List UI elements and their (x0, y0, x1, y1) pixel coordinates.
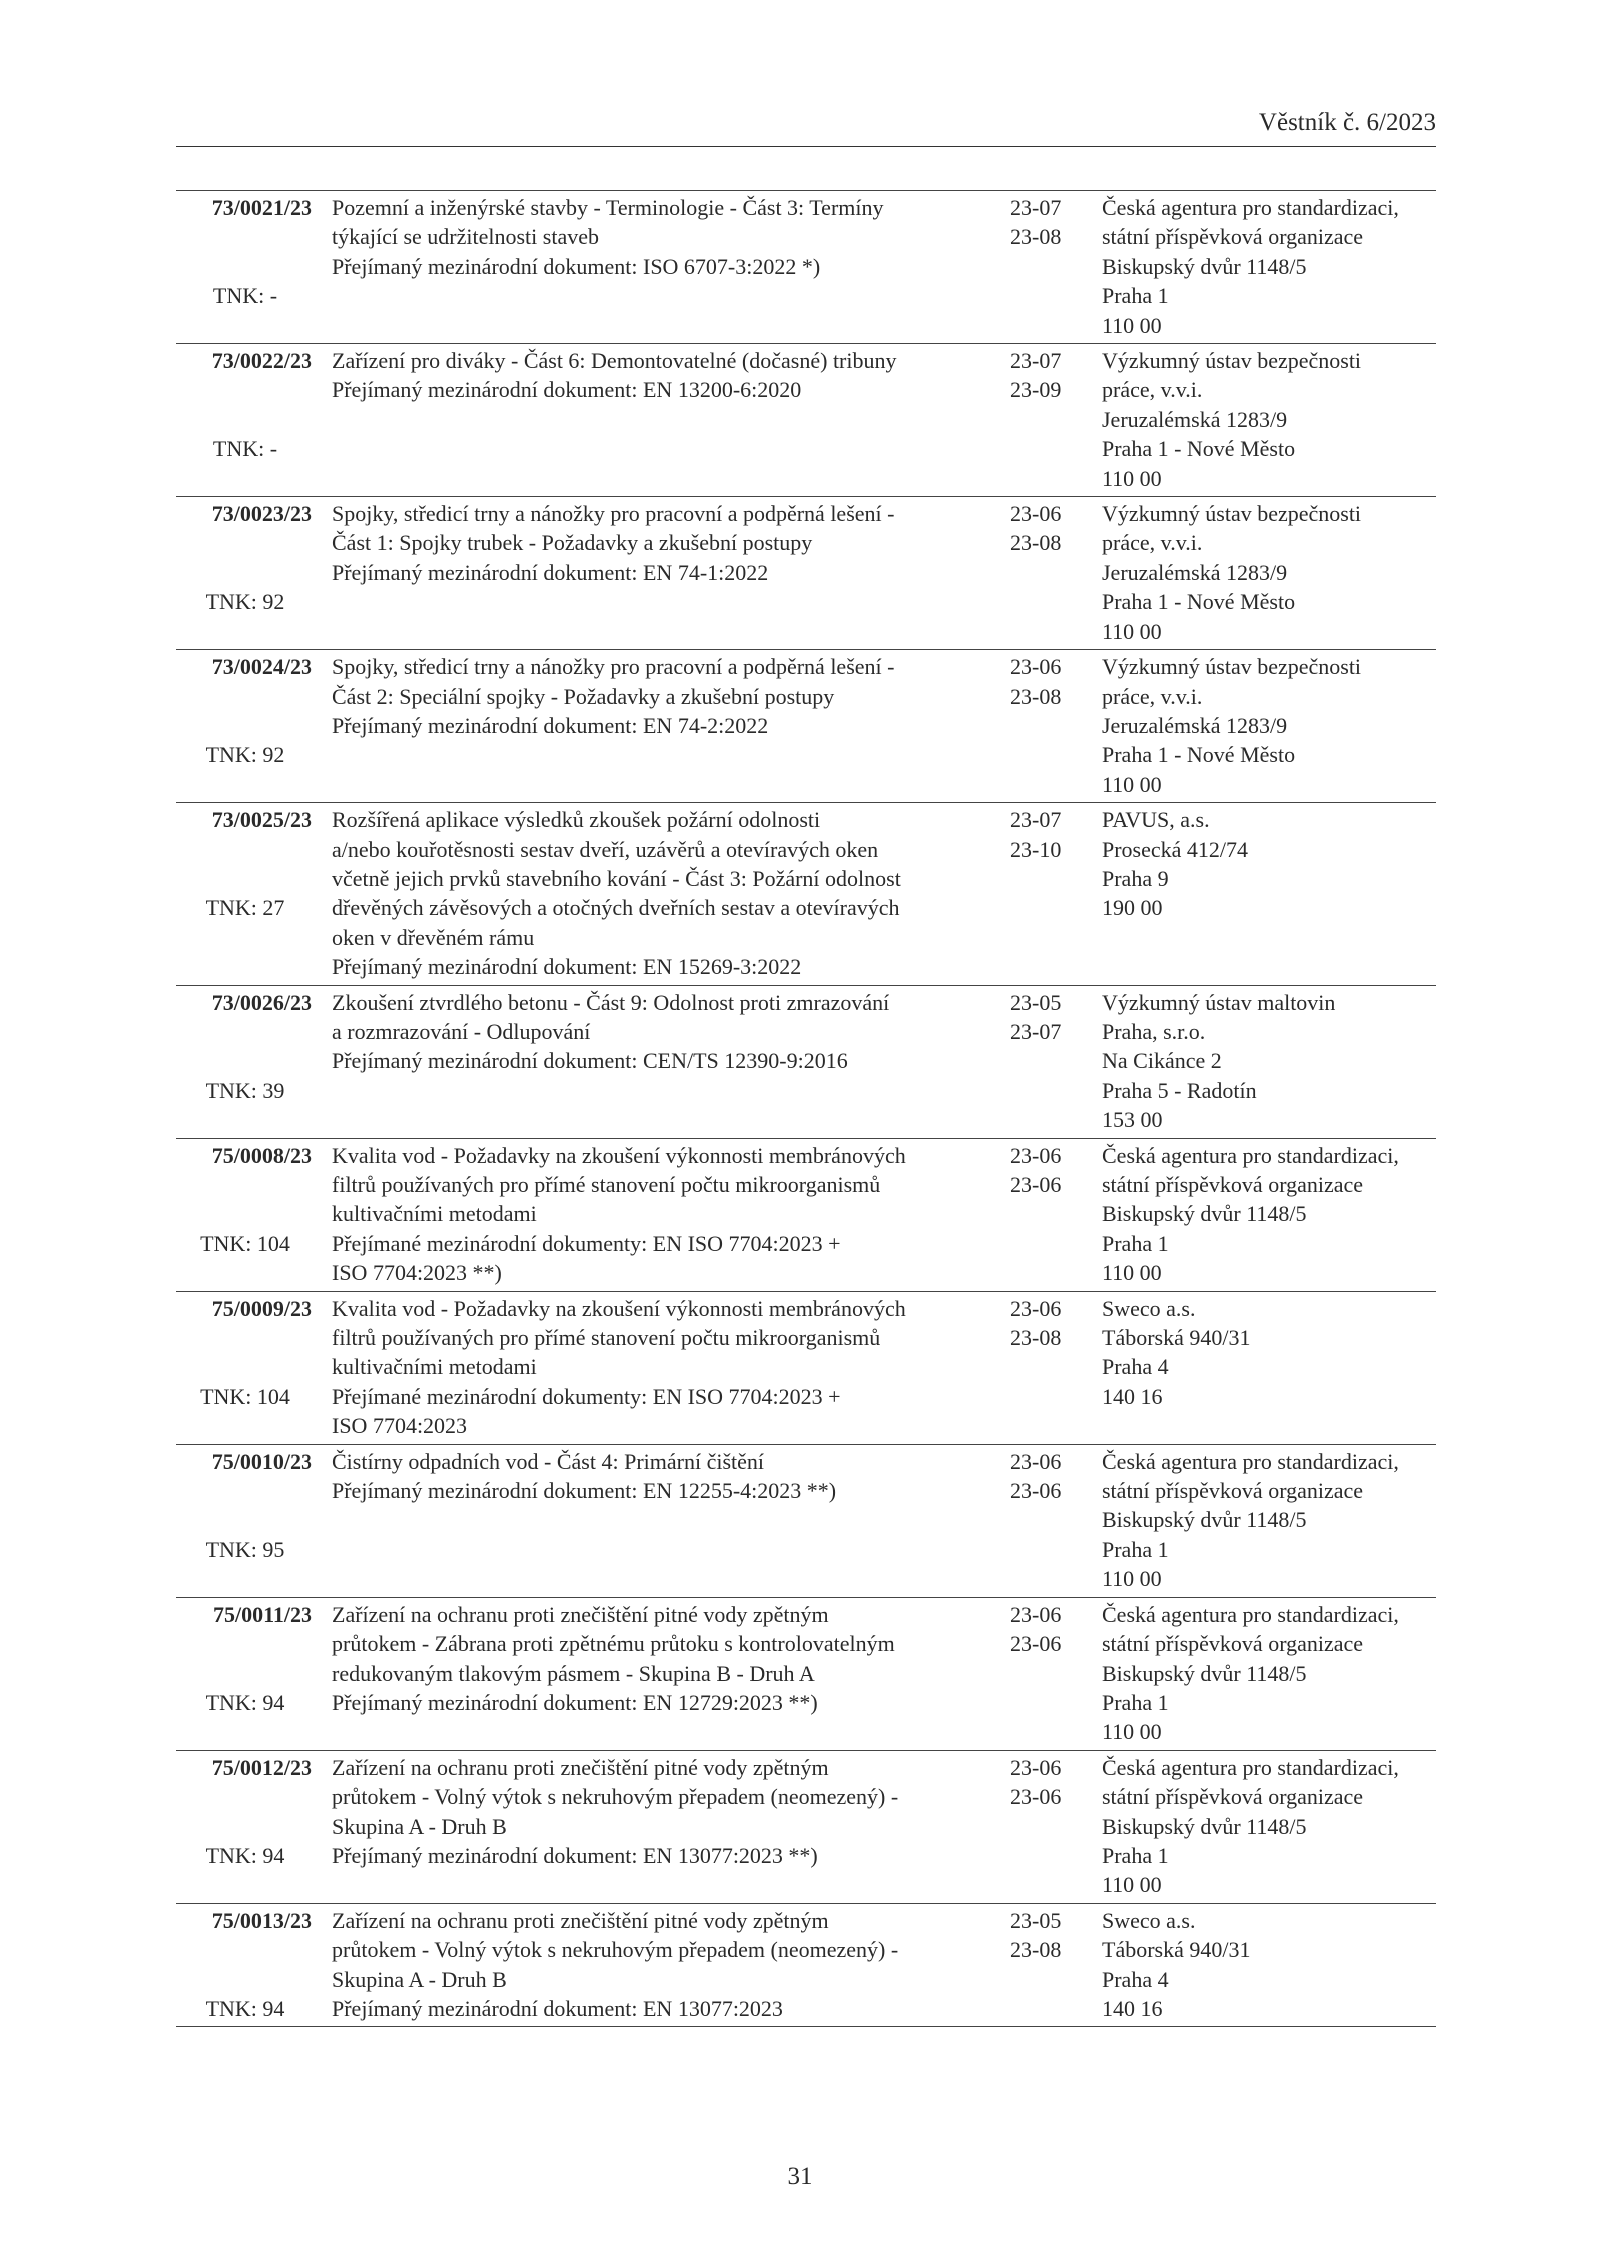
organization-line: Sweco a.s. (1102, 1907, 1196, 1933)
organization-line: Česká agentura pro standardizaci, (1102, 1142, 1399, 1168)
description-line: Čistírny odpadních vod - Část 4: Primární čištění (332, 1448, 765, 1474)
standard-record-row (176, 344, 1436, 497)
organization-line: Praha 5 - Radotín (1102, 1077, 1257, 1103)
description-line: Kvalita vod - Požadavky na zkoušení výkonnosti membránových (332, 1142, 906, 1168)
record-description (332, 1750, 1010, 1903)
organization-line: 110 00 (1102, 1260, 1162, 1286)
organization-line: PAVUS, a.s. (1102, 807, 1210, 833)
record-dates (1010, 1291, 1102, 1444)
description-line: a rozmrazování - Odlupování (332, 1018, 591, 1044)
description-line: Část 2: Speciální spojky - Požadavky a zkušební postupy (332, 683, 835, 709)
standard-record-row (176, 191, 1436, 344)
organization-line: 110 00 (1102, 1872, 1162, 1898)
organization-line: 153 00 (1102, 1107, 1163, 1133)
record-date: 23-08 (1010, 683, 1062, 709)
record-date: 23-08 (1010, 1937, 1062, 1963)
organization-line: Biskupský dvůr 1148/5 (1102, 1813, 1307, 1839)
column-spacer (314, 1138, 332, 1291)
organization-line: státní příspěvková organizace (1102, 1172, 1364, 1197)
organization-line: 110 00 (1102, 1566, 1162, 1592)
record-id-cell (176, 344, 314, 497)
organization-line: 110 00 (1102, 618, 1162, 644)
organization-line: 110 00 (1102, 465, 1162, 491)
description-line: Přejímaný mezinárodní dokument: EN 13077:2023 (332, 1995, 783, 2021)
organization-line: Výzkumný ústav bezpečnosti (1102, 501, 1362, 527)
standard-record-row (176, 1597, 1436, 1750)
record-date: 23-06 (1010, 1448, 1062, 1474)
description-line: dřevěných závěsových a otočných dveřních sestav a otevíravých (332, 895, 900, 921)
record-description (332, 650, 1010, 803)
description-line: včetně jejich prvků stavebního kování - Část 3: Požární odolnost (332, 865, 901, 891)
record-id-cell (176, 497, 314, 650)
bulletin-title: Věstník č. 6/2023 (1258, 109, 1436, 136)
description-line: Rozšířená aplikace výsledků zkoušek požární odolnosti (332, 807, 821, 833)
organization-line: Biskupský dvůr 1148/5 (1102, 1660, 1307, 1686)
record-number: 73/0022/23 (211, 348, 312, 374)
record-tnk: TNK: - (212, 283, 278, 308)
standard-record-row (176, 803, 1436, 985)
column-spacer (314, 1903, 332, 2027)
record-dates (1010, 803, 1102, 985)
description-line: a/nebo kouřotěsnosti sestav dveří, uzávěrů a otevíravých oken (332, 836, 879, 862)
record-description (332, 1444, 1010, 1597)
organization-line: Praha 1 (1102, 1689, 1169, 1715)
standard-record-row (176, 985, 1436, 1138)
standard-record-row (176, 1138, 1436, 1291)
page-number: 31 (787, 2163, 813, 2190)
organization-line: práce, v.v.i. (1102, 530, 1203, 556)
record-date: 23-07 (1010, 348, 1062, 374)
record-id-cell (176, 1750, 314, 1903)
description-line: ISO 7704:2023 (332, 1413, 468, 1439)
record-description (332, 1291, 1010, 1444)
record-number: 73/0023/23 (211, 501, 312, 527)
record-description (332, 497, 1010, 650)
record-organization (1102, 1291, 1436, 1444)
standard-record-row (176, 1291, 1436, 1444)
standards-table (176, 190, 1436, 2027)
record-organization (1102, 650, 1436, 803)
record-tnk: TNK: 92 (205, 742, 285, 768)
description-line: Přejímaný mezinárodní dokument: EN 74-1:2022 (332, 559, 769, 585)
record-organization (1102, 344, 1436, 497)
description-line: Část 1: Spojky trubek - Požadavky a zkušební postupy (332, 530, 813, 556)
organization-line: Sweco a.s. (1102, 1295, 1196, 1321)
record-tnk: TNK: 95 (205, 1536, 285, 1562)
column-spacer (314, 497, 332, 650)
record-description (332, 985, 1010, 1138)
record-description (332, 1903, 1010, 2027)
organization-line: Praha 1 (1102, 283, 1169, 309)
organization-line: Praha 4 (1102, 1354, 1169, 1380)
description-line: ISO 7704:2023 **) (332, 1260, 502, 1286)
column-spacer (314, 191, 332, 344)
organization-line: Česká agentura pro standardizaci, (1102, 1754, 1399, 1780)
column-spacer (314, 650, 332, 803)
record-number: 73/0025/23 (211, 807, 312, 833)
record-id-cell (176, 1444, 314, 1597)
description-line: Kvalita vod - Požadavky na zkoušení výkonnosti membránových (332, 1295, 906, 1321)
standard-record-row (176, 650, 1436, 803)
description-line: Pozemní a inženýrské stavby - Terminologie - Část 3: Termíny (332, 195, 884, 220)
description-line: Skupina A - Druh B (332, 1966, 507, 1992)
record-description (332, 1138, 1010, 1291)
organization-line: Praha 1 (1102, 1230, 1169, 1256)
record-dates (1010, 1903, 1102, 2027)
description-line: Zkoušení ztvrdlého betonu - Část 9: Odolnost proti zmrazování (332, 989, 890, 1015)
record-id-cell (176, 650, 314, 803)
description-line: kultivačními metodami (332, 1201, 537, 1227)
record-dates (1010, 650, 1102, 803)
record-number: 73/0021/23 (211, 195, 312, 220)
standard-record-row (176, 1903, 1436, 2027)
column-spacer (314, 1750, 332, 1903)
record-organization (1102, 803, 1436, 985)
record-date: 23-06 (1010, 1142, 1062, 1168)
record-dates (1010, 1138, 1102, 1291)
standard-record-row (176, 1750, 1436, 1903)
record-dates (1010, 1750, 1102, 1903)
record-number: 75/0010/23 (211, 1448, 312, 1474)
organization-line: státní příspěvková organizace (1102, 224, 1364, 250)
record-date: 23-08 (1010, 1325, 1062, 1351)
organization-line: práce, v.v.i. (1102, 377, 1203, 403)
record-date: 23-06 (1010, 1784, 1062, 1810)
description-line: Přejímaný mezinárodní dokument: EN 12255-4:2023 **) (332, 1478, 837, 1504)
record-id-cell (176, 1597, 314, 1750)
description-line: Přejímaný mezinárodní dokument: EN 13077:2023 **) (332, 1842, 818, 1868)
record-date: 23-06 (1010, 1601, 1062, 1627)
record-id-cell (176, 985, 314, 1138)
organization-line: 110 00 (1102, 1719, 1162, 1745)
record-date: 23-06 (1010, 501, 1062, 527)
record-number: 73/0026/23 (211, 989, 312, 1015)
record-dates (1010, 985, 1102, 1138)
record-tnk: TNK: 94 (205, 1995, 285, 2021)
record-organization (1102, 1138, 1436, 1291)
organization-line: státní příspěvková organizace (1102, 1478, 1364, 1504)
organization-line: 140 16 (1102, 1383, 1163, 1409)
organization-line: Jeruzalémská 1283/9 (1102, 712, 1288, 738)
record-date: 23-06 (1010, 1172, 1062, 1197)
record-date: 23-06 (1010, 1754, 1062, 1780)
record-id-cell (176, 1138, 314, 1291)
record-date: 23-08 (1010, 530, 1062, 556)
organization-line: Praha 1 (1102, 1842, 1169, 1868)
record-tnk: TNK: 94 (205, 1689, 285, 1715)
record-number: 73/0024/23 (211, 654, 312, 680)
record-organization (1102, 1444, 1436, 1597)
page-header (176, 108, 1436, 147)
organization-line: Táborská 940/31 (1102, 1325, 1251, 1351)
record-tnk: TNK: 104 (200, 1383, 290, 1409)
record-id-cell (176, 191, 314, 344)
record-organization (1102, 1750, 1436, 1903)
record-number: 75/0008/23 (211, 1142, 312, 1168)
record-organization (1102, 985, 1436, 1138)
record-date: 23-05 (1010, 989, 1062, 1015)
organization-line: Praha 1 - Nové Město (1102, 589, 1296, 615)
description-line: redukovaným tlakovým pásmem - Skupina B - Druh A (332, 1660, 815, 1686)
organization-line: práce, v.v.i. (1102, 683, 1203, 709)
organization-line: státní příspěvková organizace (1102, 1631, 1364, 1657)
record-dates (1010, 497, 1102, 650)
description-line: Zařízení na ochranu proti znečištění pitné vody zpětným (332, 1601, 829, 1627)
record-number: 75/0011/23 (212, 1601, 312, 1627)
record-date: 23-07 (1010, 807, 1062, 833)
organization-line: Jeruzalémská 1283/9 (1102, 559, 1288, 585)
column-spacer (314, 344, 332, 497)
standard-record-row (176, 1444, 1436, 1597)
record-dates (1010, 1444, 1102, 1597)
description-line: Skupina A - Druh B (332, 1813, 507, 1839)
organization-line: Praha 1 (1102, 1536, 1169, 1562)
record-tnk: TNK: 94 (205, 1842, 285, 1868)
organization-line: Jeruzalémská 1283/9 (1102, 406, 1288, 432)
record-tnk: TNK: 27 (205, 895, 285, 921)
organization-line: Praha 1 - Nové Město (1102, 742, 1296, 768)
organization-line: Výzkumný ústav maltovin (1102, 989, 1336, 1015)
organization-line: Biskupský dvůr 1148/5 (1102, 253, 1307, 279)
description-line: Přejímaný mezinárodní dokument: ISO 6707-3:2022 *) (332, 253, 821, 279)
description-line: Přejímaný mezinárodní dokument: EN 15269-3:2022 (332, 954, 802, 980)
organization-line: Praha, s.r.o. (1102, 1018, 1206, 1044)
record-tnk: TNK: - (212, 436, 278, 462)
description-line: průtokem - Zábrana proti zpětnému průtoku s kontrolovatelným (332, 1631, 895, 1657)
standard-record-row (176, 497, 1436, 650)
description-line: Přejímané mezinárodní dokumenty: EN ISO 7704:2023 + (332, 1230, 841, 1256)
description-line: Zařízení pro diváky - Část 6: Demontovatelné (dočasné) tribuny (332, 348, 897, 374)
organization-line: Česká agentura pro standardizaci, (1102, 195, 1399, 220)
description-line: Přejímaný mezinárodní dokument: CEN/TS 12390-9:2016 (332, 1048, 848, 1074)
record-tnk: TNK: 104 (200, 1230, 290, 1256)
column-spacer (314, 1597, 332, 1750)
organization-line: Táborská 940/31 (1102, 1937, 1251, 1963)
organization-line: Biskupský dvůr 1148/5 (1102, 1507, 1307, 1533)
description-line: Zařízení na ochranu proti znečištění pitné vody zpětným (332, 1907, 829, 1933)
record-description (332, 803, 1010, 985)
record-tnk: TNK: 39 (205, 1077, 285, 1103)
standards-table-body (176, 191, 1436, 2027)
record-date: 23-06 (1010, 1631, 1062, 1657)
organization-line: Česká agentura pro standardizaci, (1102, 1601, 1399, 1627)
description-line: Spojky, středicí trny a nánožky pro pracovní a podpěrná lešení - (332, 654, 895, 680)
description-line: Zařízení na ochranu proti znečištění pitné vody zpětným (332, 1754, 829, 1780)
record-date: 23-06 (1010, 1295, 1062, 1321)
description-line: Přejímaný mezinárodní dokument: EN 74-2:2022 (332, 712, 769, 738)
organization-line: 110 00 (1102, 312, 1162, 338)
organization-line: Praha 1 - Nové Město (1102, 436, 1296, 462)
record-description (332, 1597, 1010, 1750)
column-spacer (314, 1444, 332, 1597)
organization-line: Česká agentura pro standardizaci, (1102, 1448, 1399, 1474)
organization-line: Praha 4 (1102, 1966, 1169, 1992)
description-line: Spojky, středicí trny a nánožky pro pracovní a podpěrná lešení - (332, 501, 895, 527)
record-organization (1102, 1903, 1436, 2027)
description-line: kultivačními metodami (332, 1354, 537, 1380)
record-description (332, 191, 1010, 344)
record-number: 75/0012/23 (211, 1754, 312, 1780)
organization-line: Biskupský dvůr 1148/5 (1102, 1201, 1307, 1227)
record-id-cell (176, 1291, 314, 1444)
column-spacer (314, 985, 332, 1138)
description-line: průtokem - Volný výtok s nekruhovým přepadem (neomezený) - (332, 1784, 899, 1810)
record-dates (1010, 1597, 1102, 1750)
organization-line: Prosecká 412/74 (1102, 836, 1249, 862)
column-spacer (314, 1291, 332, 1444)
organization-line: 190 00 (1102, 895, 1163, 921)
record-date: 23-08 (1010, 224, 1062, 250)
description-line: týkající se udržitelnosti staveb (332, 224, 599, 250)
description-line: Přejímaný mezinárodní dokument: EN 12729:2023 **) (332, 1689, 818, 1715)
record-dates (1010, 191, 1102, 344)
record-date: 23-05 (1010, 1907, 1062, 1933)
record-date: 23-06 (1010, 654, 1062, 680)
record-number: 75/0009/23 (211, 1295, 312, 1321)
organization-line: 140 16 (1102, 1995, 1163, 2021)
record-id-cell (176, 1903, 314, 2027)
description-line: filtrů používaných pro přímé stanovení počtu mikroorganismů (332, 1172, 881, 1197)
description-line: Přejímané mezinárodní dokumenty: EN ISO 7704:2023 + (332, 1383, 841, 1409)
record-organization (1102, 191, 1436, 344)
record-description (332, 344, 1010, 497)
record-tnk: TNK: 92 (205, 589, 285, 615)
record-date: 23-07 (1010, 1018, 1062, 1044)
record-date: 23-06 (1010, 1478, 1062, 1504)
organization-line: Na Cikánce 2 (1102, 1048, 1222, 1074)
record-number: 75/0013/23 (211, 1907, 312, 1933)
record-dates (1010, 344, 1102, 497)
organization-line: Výzkumný ústav bezpečnosti (1102, 654, 1362, 680)
organization-line: státní příspěvková organizace (1102, 1784, 1364, 1810)
record-date: 23-07 (1010, 195, 1062, 220)
record-date: 23-10 (1010, 836, 1062, 862)
description-line: filtrů používaných pro přímé stanovení počtu mikroorganismů (332, 1325, 881, 1351)
organization-line: Praha 9 (1102, 865, 1169, 891)
description-line: oken v dřevěném rámu (332, 924, 535, 950)
record-id-cell (176, 803, 314, 985)
organization-line: 110 00 (1102, 771, 1162, 797)
description-line: Přejímaný mezinárodní dokument: EN 13200-6:2020 (332, 377, 802, 403)
description-line: průtokem - Volný výtok s nekruhovým přepadem (neomezený) - (332, 1937, 899, 1963)
record-organization (1102, 1597, 1436, 1750)
record-date: 23-09 (1010, 377, 1062, 403)
column-spacer (314, 803, 332, 985)
organization-line: Výzkumný ústav bezpečnosti (1102, 348, 1362, 374)
record-organization (1102, 497, 1436, 650)
